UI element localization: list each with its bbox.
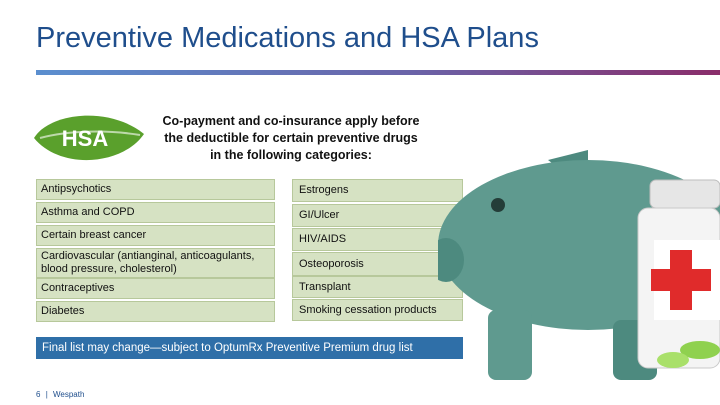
page-footer <box>36 390 84 399</box>
notice-banner: Final list may change—subject to OptumRx Preventive Premium drug list <box>36 337 463 359</box>
intro-text <box>146 113 436 164</box>
category-cell: Smoking cessation products <box>292 299 463 321</box>
category-cell: Diabetes <box>36 301 275 322</box>
page-title: Preventive Medications and HSA Plans <box>36 22 539 54</box>
category-cell: Asthma and COPD <box>36 202 275 223</box>
category-cell: Estrogens <box>292 179 463 202</box>
footer-separator: | <box>45 390 48 399</box>
hsa-leaf-logo <box>30 108 148 166</box>
category-cell: Transplant <box>292 276 463 298</box>
footer-brand: Wespath <box>53 390 85 399</box>
category-cell: Antipsychotics <box>36 179 275 200</box>
intro-line-2: the deductible for certain preventive drugs <box>164 131 418 145</box>
intro-line-1: Co-payment and co-insurance apply before <box>162 114 420 128</box>
category-cell: HIV/AIDS <box>292 228 463 251</box>
title-divider <box>36 70 720 75</box>
category-cell: GI/Ulcer <box>292 204 463 227</box>
category-cell: Cardiovascular (antianginal, anticoagulants, blood pressure, cholesterol) <box>36 248 275 278</box>
page-number: 6 <box>36 390 41 399</box>
svg-text:HSA: HSA <box>61 126 109 151</box>
category-cell: Osteoporosis <box>292 252 463 276</box>
piggy-bank-illustration <box>438 150 720 405</box>
category-cell: Contraceptives <box>36 278 275 299</box>
category-cell: Certain breast cancer <box>36 225 275 246</box>
intro-line-3: in the following categories: <box>210 148 372 162</box>
